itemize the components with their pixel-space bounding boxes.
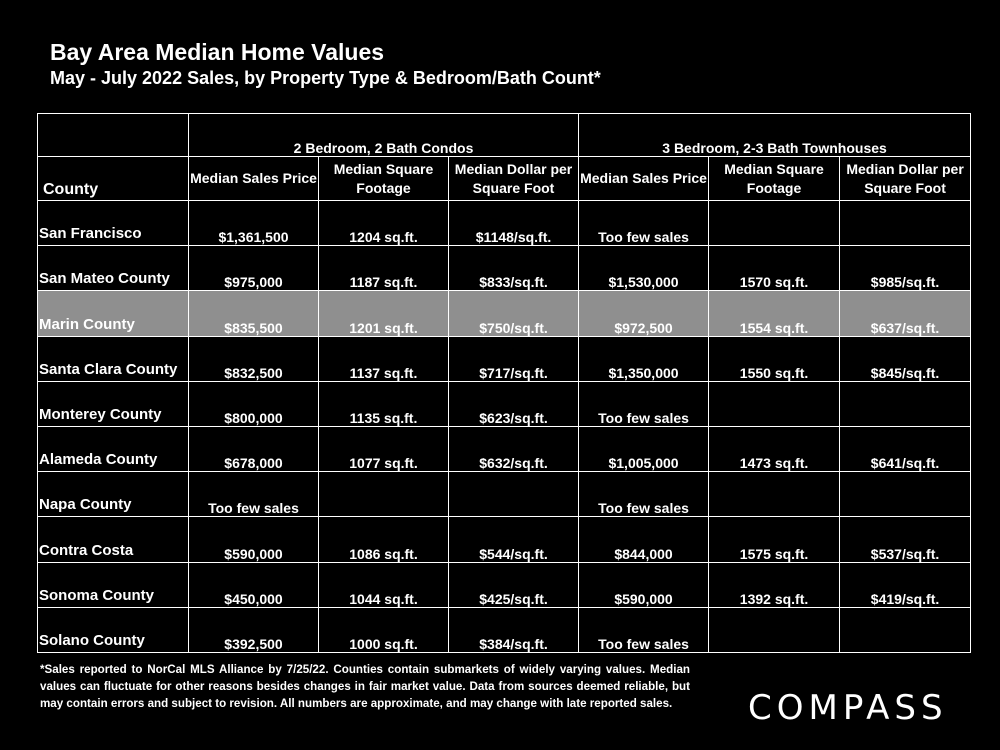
value-cell: Too few sales [579, 201, 709, 246]
county-cell: Santa Clara County [38, 336, 189, 381]
value-cell: $384/sq.ft. [449, 607, 579, 652]
value-cell: 1554 sq.ft. [709, 291, 840, 336]
county-cell: Alameda County [38, 426, 189, 471]
group-header-condos: 2 Bedroom, 2 Bath Condos [189, 114, 579, 157]
value-cell [709, 607, 840, 652]
value-cell: 1000 sq.ft. [319, 607, 449, 652]
value-cell [709, 472, 840, 517]
value-cell: $750/sq.ft. [449, 291, 579, 336]
value-cell: $985/sq.ft. [840, 246, 971, 291]
home-values-table [37, 113, 971, 653]
table-row [38, 246, 971, 291]
value-cell: $975,000 [189, 246, 319, 291]
value-cell: $544/sq.ft. [449, 517, 579, 562]
value-cell: 1473 sq.ft. [709, 426, 840, 471]
county-cell: San Mateo County [38, 246, 189, 291]
column-header: Median Dollar per Square Foot [449, 157, 579, 201]
value-cell: $717/sq.ft. [449, 336, 579, 381]
value-cell: Too few sales [579, 607, 709, 652]
header [50, 38, 601, 90]
page-title: Bay Area Median Home Values [50, 39, 385, 65]
compass-logo: COMPASS [748, 688, 948, 728]
value-cell: $419/sq.ft. [840, 562, 971, 607]
value-cell: $832,500 [189, 336, 319, 381]
value-cell [840, 607, 971, 652]
table-row [38, 381, 971, 426]
subheader-row [38, 157, 971, 201]
county-cell: Sonoma County [38, 562, 189, 607]
value-cell: $1,350,000 [579, 336, 709, 381]
table-row [38, 607, 971, 652]
table-row [38, 336, 971, 381]
value-cell: $678,000 [189, 426, 319, 471]
value-cell: $833/sq.ft. [449, 246, 579, 291]
county-cell: Contra Costa [38, 517, 189, 562]
value-cell [449, 472, 579, 517]
value-cell: $972,500 [579, 291, 709, 336]
value-cell: $1,530,000 [579, 246, 709, 291]
table-row [38, 472, 971, 517]
group-header-row [38, 114, 971, 157]
value-cell: 1570 sq.ft. [709, 246, 840, 291]
table-body [38, 201, 971, 653]
county-cell: Solano County [38, 607, 189, 652]
value-cell: $1,005,000 [579, 426, 709, 471]
page-subtitle: May - July 2022 Sales, by Property Type & Bedroom/Bath Count* [50, 68, 601, 88]
value-cell: Too few sales [189, 472, 319, 517]
county-cell: Marin County [38, 291, 189, 336]
value-cell: 1201 sq.ft. [319, 291, 449, 336]
table-row [38, 201, 971, 246]
value-cell: $392,500 [189, 607, 319, 652]
value-cell [840, 201, 971, 246]
value-cell: $590,000 [189, 517, 319, 562]
county-column-header: County [38, 157, 189, 201]
county-cell: Monterey County [38, 381, 189, 426]
value-cell: 1575 sq.ft. [709, 517, 840, 562]
value-cell: 1204 sq.ft. [319, 201, 449, 246]
value-cell: $450,000 [189, 562, 319, 607]
value-cell: 1135 sq.ft. [319, 381, 449, 426]
value-cell: $623/sq.ft. [449, 381, 579, 426]
value-cell [709, 201, 840, 246]
county-cell: Napa County [38, 472, 189, 517]
corner-cell [38, 114, 189, 157]
column-header: Median Sales Price [189, 157, 319, 201]
value-cell: Too few sales [579, 472, 709, 517]
value-cell: Too few sales [579, 381, 709, 426]
value-cell: $844,000 [579, 517, 709, 562]
table-row [38, 562, 971, 607]
value-cell: 1044 sq.ft. [319, 562, 449, 607]
column-header: Median Square Footage [319, 157, 449, 201]
value-cell: $800,000 [189, 381, 319, 426]
value-cell [840, 381, 971, 426]
value-cell [319, 472, 449, 517]
value-cell: 1137 sq.ft. [319, 336, 449, 381]
value-cell [709, 381, 840, 426]
value-cell: $1,361,500 [189, 201, 319, 246]
table-row [38, 517, 971, 562]
value-cell: $537/sq.ft. [840, 517, 971, 562]
value-cell: $1148/sq.ft. [449, 201, 579, 246]
table-row [38, 291, 971, 336]
value-cell: $845/sq.ft. [840, 336, 971, 381]
value-cell: 1550 sq.ft. [709, 336, 840, 381]
value-cell: 1187 sq.ft. [319, 246, 449, 291]
column-header: Median Dollar per Square Foot [840, 157, 971, 201]
footnote: *Sales reported to NorCal MLS Alliance by 7/25/22. Counties contain submarkets of widely varying values. Median values can fluctuate for other reasons besides changes in fair market value. Data from sources deemed reliable, but may contain errors and subject to revision. All numbers are approximate, and may change with late reported sales. [40, 663, 690, 710]
value-cell: 1077 sq.ft. [319, 426, 449, 471]
table-row [38, 426, 971, 471]
county-cell: San Francisco [38, 201, 189, 246]
column-header: Median Square Footage [709, 157, 840, 201]
value-cell: $632/sq.ft. [449, 426, 579, 471]
value-cell: 1392 sq.ft. [709, 562, 840, 607]
column-header: Median Sales Price [579, 157, 709, 201]
value-cell: $590,000 [579, 562, 709, 607]
value-cell: $637/sq.ft. [840, 291, 971, 336]
value-cell: $425/sq.ft. [449, 562, 579, 607]
group-header-townhouses: 3 Bedroom, 2-3 Bath Townhouses [579, 114, 971, 157]
value-cell: $641/sq.ft. [840, 426, 971, 471]
value-cell: $835,500 [189, 291, 319, 336]
value-cell: 1086 sq.ft. [319, 517, 449, 562]
value-cell [840, 472, 971, 517]
